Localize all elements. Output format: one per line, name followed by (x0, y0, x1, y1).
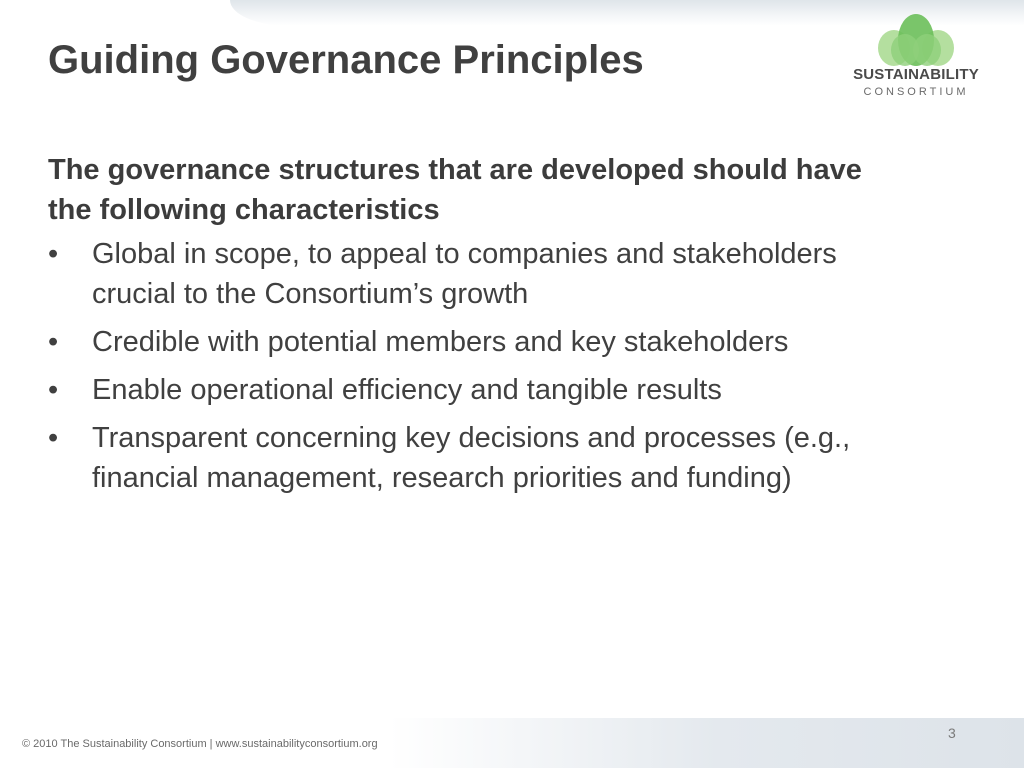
slide-body (48, 150, 898, 506)
logo-text-primary: SUSTAINABILITY (853, 66, 979, 83)
bullet-item (48, 370, 898, 410)
bullet-marker: • (48, 326, 59, 358)
bullet-list (48, 234, 898, 498)
bullet-item (48, 322, 898, 362)
footer-copyright: © 2010 The Sustainability Consortium | www.sustainabilityconsortium.org (22, 738, 378, 750)
logo-text-secondary: CONSORTIUM (863, 86, 969, 98)
bullet-text: Global in scope, to appeal to companies and stakeholders crucial to the Consortium’s growth (92, 238, 837, 310)
leaf-logo-icon (872, 14, 960, 66)
bullet-marker: • (48, 374, 59, 406)
bullet-text: Enable operational efficiency and tangible results (92, 374, 722, 406)
bullet-item (48, 418, 898, 498)
bullet-text: Credible with potential members and key stakeholders (92, 326, 789, 358)
intro-text: The governance structures that are developed should have the following characteristics (48, 154, 862, 226)
bullet-marker: • (48, 422, 59, 454)
bullet-marker: • (48, 238, 59, 270)
sustainability-consortium-logo (846, 14, 986, 104)
bullet-text: Transparent concerning key decisions and processes (e.g., financial management, research priorities and funding) (92, 422, 851, 494)
slide-title: Guiding Governance Principles (48, 38, 644, 82)
page-number: 3 (948, 725, 956, 741)
bullet-item (48, 234, 898, 314)
